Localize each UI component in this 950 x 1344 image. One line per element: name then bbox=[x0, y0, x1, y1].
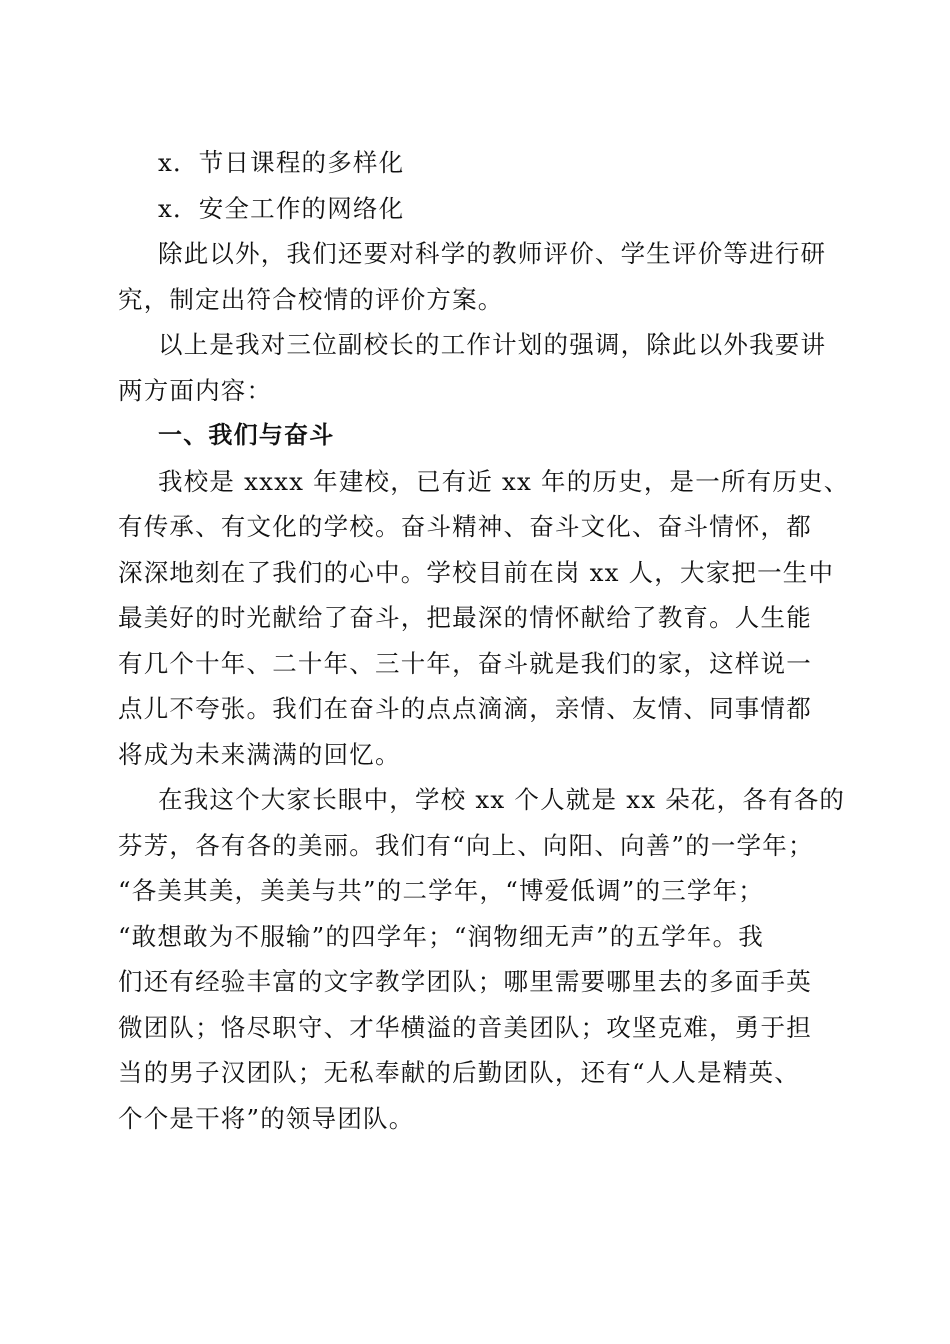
paragraph-line: 在我这个大家长眼中，学校 xx 个人就是 xx 朵花，各有各的 bbox=[158, 785, 846, 814]
paragraph-line: 除此以外，我们还要对科学的教师评价、学生评价等进行研 bbox=[158, 239, 827, 268]
paragraph-line: 有几个十年、二十年、三十年，奋斗就是我们的家，这样说一 bbox=[118, 648, 812, 678]
section-heading: 一、我们与奋斗 bbox=[158, 421, 335, 449]
paragraph-teams bbox=[118, 777, 846, 1141]
paragraph-evaluation bbox=[118, 231, 827, 322]
paragraph-line: 微团队；恪尽职守、才华横溢的音美团队；攻坚克难，勇于担 bbox=[118, 1012, 812, 1042]
paragraph-line: 我校是 xxxx 年建校，已有近 xx 年的历史，是一所有历史、 bbox=[158, 466, 850, 496]
list-item-festival-courses: x．节日课程的多样化 bbox=[158, 148, 405, 177]
document-page bbox=[118, 140, 850, 1141]
paragraph-line: 以上是我对三位副校长的工作计划的强调，除此以外我要讲 bbox=[158, 330, 827, 359]
paragraph-line: 点儿不夸张。我们在奋斗的点点滴滴，亲情、友情、同事情都 bbox=[118, 694, 812, 723]
paragraph-line: 们还有经验丰富的文字教学团队；哪里需要哪里去的多面手英 bbox=[118, 967, 812, 996]
list-item-safety-network: x．安全工作的网络化 bbox=[158, 193, 405, 223]
paragraph-intro bbox=[118, 322, 827, 413]
paragraph-line: 有传承、有文化的学校。奋斗精神、奋斗文化、奋斗情怀，都 bbox=[118, 512, 812, 541]
paragraph-line: 深深地刻在了我们的心中。学校目前在岗 xx 人，大家把一生中 bbox=[118, 557, 835, 587]
paragraph-line: 当的男子汉团队；无私奉献的后勤团队，还有“人人是精英、 bbox=[118, 1058, 800, 1087]
paragraph-line: “敢想敢为不服输”的四学年；“润物细无声”的五学年。我 bbox=[118, 921, 764, 951]
paragraph-line: 究，制定出符合校情的评价方案。 bbox=[118, 284, 504, 314]
paragraph-line: 最美好的时光献给了奋斗，把最深的情怀献给了教育。人生能 bbox=[118, 603, 812, 632]
paragraph-line: 芬芳，各有各的美丽。我们有“向上、向阳、向善”的一学年； bbox=[118, 830, 814, 860]
paragraph-line: 两方面内容： bbox=[118, 375, 273, 405]
paragraph-line: 个个是干将”的领导团队。 bbox=[118, 1103, 415, 1133]
paragraph-line: 将成为未来满满的回忆。 bbox=[118, 739, 401, 769]
paragraph-school-history bbox=[118, 459, 850, 778]
paragraph-line: “各美其美，美美与共”的二学年，“博爱低调”的三学年； bbox=[118, 876, 764, 905]
